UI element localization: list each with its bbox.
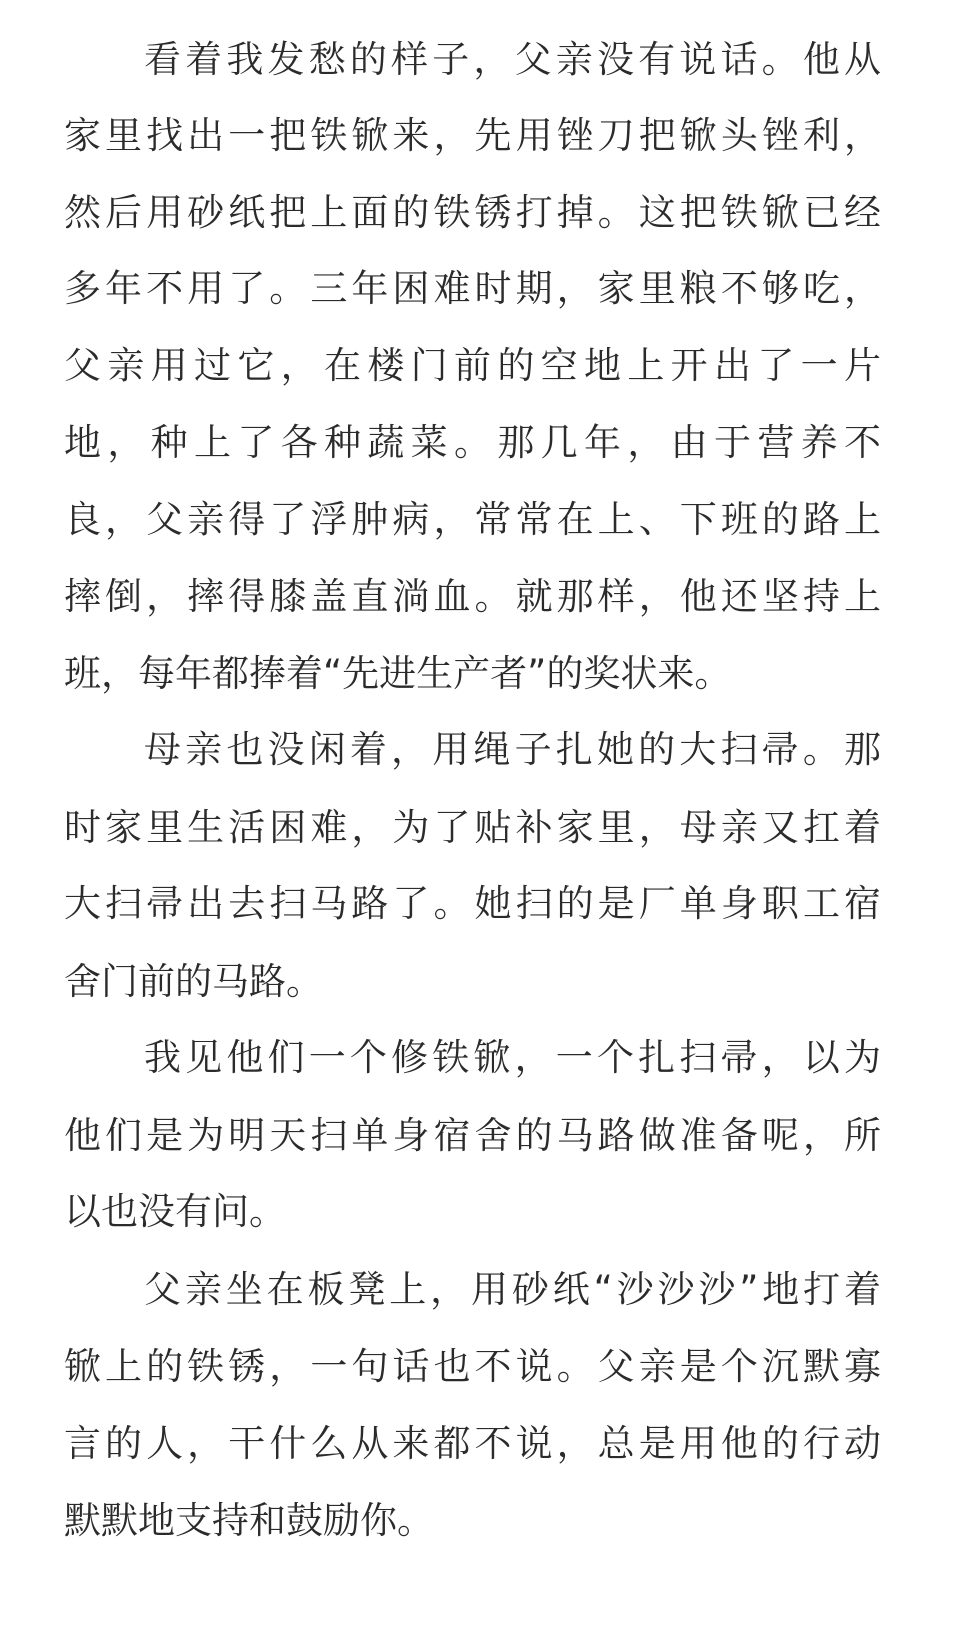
paragraph-4-line-1: 父亲坐在板凳上，用砂纸“沙沙沙”地打着 xyxy=(144,1268,881,1311)
paragraph-2-line-1: 母亲也没闲着，用绳子扎她的大扫帚。那 xyxy=(144,728,881,771)
paragraph-1-line-6: 地，种上了各种蔬菜。那几年，由于营养不 xyxy=(64,421,881,464)
paragraph-1-line-7: 良，父亲得了浮肿病，常常在上、下班的路上 xyxy=(64,498,881,541)
paragraph-4-line-3: 言的人，干什么从来都不说，总是用他的行动 xyxy=(64,1422,881,1465)
paragraph-4-line-4: 默默地支持和鼓励你。 xyxy=(64,1499,434,1542)
paragraph-1-line-4: 多年不用了。三年困难时期，家里粮不够吃， xyxy=(64,267,881,310)
paragraph-1-line-8: 摔倒，摔得膝盖直淌血。就那样，他还坚持上 xyxy=(64,575,881,618)
paragraph-1-line-3: 然后用砂纸把上面的铁锈打掉。这把铁锨已经 xyxy=(64,191,881,234)
paragraph-1-line-1: 看着我发愁的样子，父亲没有说话。他从 xyxy=(144,38,881,81)
paragraph-1-line-2: 家里找出一把铁锨来，先用锉刀把锨头锉利， xyxy=(64,114,881,157)
paragraph-1-line-9: 班，每年都捧着“先进生产者”的奖状来。 xyxy=(64,652,732,695)
paragraph-2-line-2: 时家里生活困难，为了贴补家里，母亲又扛着 xyxy=(64,806,881,849)
paragraph-4-line-2: 锨上的铁锈，一句话也不说。父亲是个沉默寡 xyxy=(64,1345,881,1388)
paragraph-3-line-1: 我见他们一个修铁锨，一个扎扫帚，以为 xyxy=(144,1036,881,1079)
paragraph-2-line-3: 大扫帚出去扫马路了。她扫的是厂单身职工宿 xyxy=(64,882,881,925)
paragraph-1-line-5: 父亲用过它，在楼门前的空地上开出了一片 xyxy=(64,344,881,387)
paragraph-3-line-2: 他们是为明天扫单身宿舍的马路做准备呢，所 xyxy=(64,1114,881,1157)
paragraph-2-line-4: 舍门前的马路。 xyxy=(64,960,323,1003)
paragraph-3-line-3: 以也没有问。 xyxy=(64,1190,286,1233)
